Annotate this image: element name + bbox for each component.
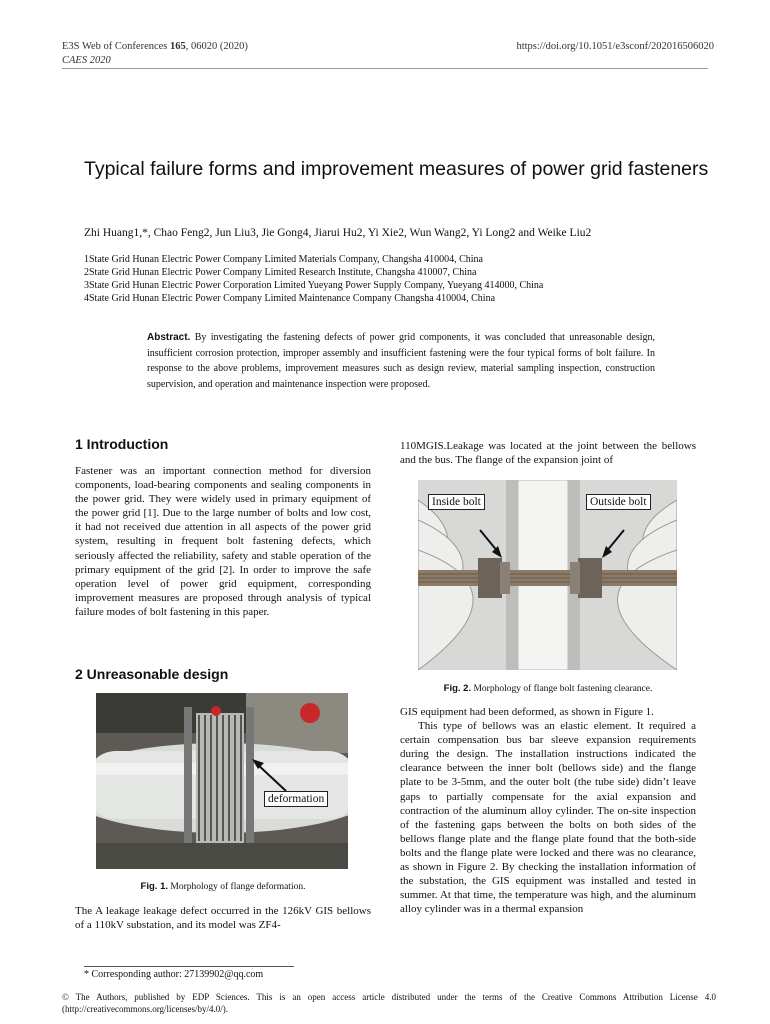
figure-2-caption: Fig. 2. Morphology of flange bolt fastening clearance.	[443, 683, 653, 694]
abstract-label: Abstract.	[147, 332, 191, 343]
abstract	[147, 330, 655, 392]
affiliation-2: 2State Grid Hunan Electric Power Company Limited Research Institute, Changsha 410007, China	[84, 267, 477, 278]
flange-deformation-photo	[96, 693, 348, 869]
right-column-bottom-text	[400, 705, 696, 916]
footnote-rule	[84, 966, 294, 967]
figure-2-image	[418, 480, 677, 670]
corresponding-author-footnote: * Corresponding author: 27139902@qq.com	[84, 969, 264, 980]
doi-link[interactable]: https://doi.org/10.1051/e3sconf/202016506020	[516, 41, 714, 52]
header-rule	[62, 68, 708, 69]
inside-bolt-label: Inside bolt	[428, 494, 485, 510]
section-2-text: The A leakage leakage defect occurred in the 126kV GIS bellows of a 110kV substation, and its model was ZF4-	[75, 905, 371, 932]
author-list: Zhi Huang1,*, Chao Feng2, Jun Liu3, Jie Gong4, Jiarui Hu2, Yi Xie2, Wun Wang2, Yi Long2 and Weike Liu2	[84, 227, 592, 239]
affiliation-4: 4State Grid Hunan Electric Power Company Limited Maintenance Company Changsha 410004, China	[84, 293, 496, 304]
license-notice: © The Authors, published by EDP Sciences. This is an open access article distributed under the terms of the Creative Commons Attribution License 4.0 (http://creativecommons.org/licenses/by/4.0/).	[62, 992, 716, 1014]
abstract-text: By investigating the fastening defects of power grid components, it was concluded that unreasonable design, insufficient corrosion protection, improper assembly and insufficient fastening were the four typical forms of bolt failure. In response to the above problems, improvement measures such as design review, material sampling inspection, construction supervision, and operation and maintenance inspection were proposed.	[147, 332, 655, 390]
section-1-heading: 1 Introduction	[75, 436, 169, 452]
running-header-left: E3S Web of Conferences 165, 06020 (2020) CAES 2020	[62, 41, 248, 66]
section-1-text: Fastener was an important connection method for diversion components, load-bearing components and sealing components in the power grid. They were widely used in primary equipment of the power grid [1]. Due to the large number of bolts and low cost, it had not received due attention in all aspects of the power grid system, resulting in frequent bolt fastening defects, which seriously affected the reliability, safety and stable operation of the primary equipment of the grid [2]. In order to improve the safe operation level of power grid equipment, corresponding improvement measures are proposed through analysis of typical failure modes of bolt fastening in this paper.	[75, 465, 371, 618]
deformation-label: deformation	[264, 791, 328, 807]
outside-bolt-label: Outside bolt	[586, 494, 651, 510]
paragraph-bellows: This type of bellows was an elastic element. It required a certain compensation bus bar sleeve expansion requirements during the design. The installation instructions indicated the clearance between the inner bolt (bellows side) and the flange plate to be 3-5mm, and the outer bolt (the tube side) didn’t leave gaps to partially compensate for the axial expansion and contraction of the aluminum alloy cylinder. The on-site inspection of the fastening gaps between the bolts on both sides of the bellows flange plate and the flange plate found that the both-side bolts and the flange plate were locked and there was no clearance, as shown in Figure 2. By checking the installation information of the substation, the GIS equipment was installed and tested in summer. At that time, the temperature was high, and the aluminum alloy cylinder was in a thermal expansion	[400, 720, 696, 916]
section-2-heading: 2 Unreasonable design	[75, 666, 229, 682]
paragraph-figure-1-ref: GIS equipment had been deformed, as shown in Figure 1.	[400, 706, 654, 718]
affiliation-1: 1State Grid Hunan Electric Power Company Limited Materials Company, Changsha 410004, China	[84, 254, 483, 265]
paper-title: Typical failure forms and improvement measures of power grid fasteners	[84, 158, 709, 180]
figure-1-caption: Fig. 1. Morphology of flange deformation.	[140, 881, 306, 892]
right-column-top-text: 110MGIS.Leakage was located at the joint between the bellows and the bus. The flange of the expansion joint of	[400, 440, 696, 467]
figure-1-image	[96, 693, 348, 869]
affiliation-3: 3State Grid Hunan Electric Power Corporation Limited Yueyang Power Supply Company, Yueyang 414000, China	[84, 280, 544, 291]
